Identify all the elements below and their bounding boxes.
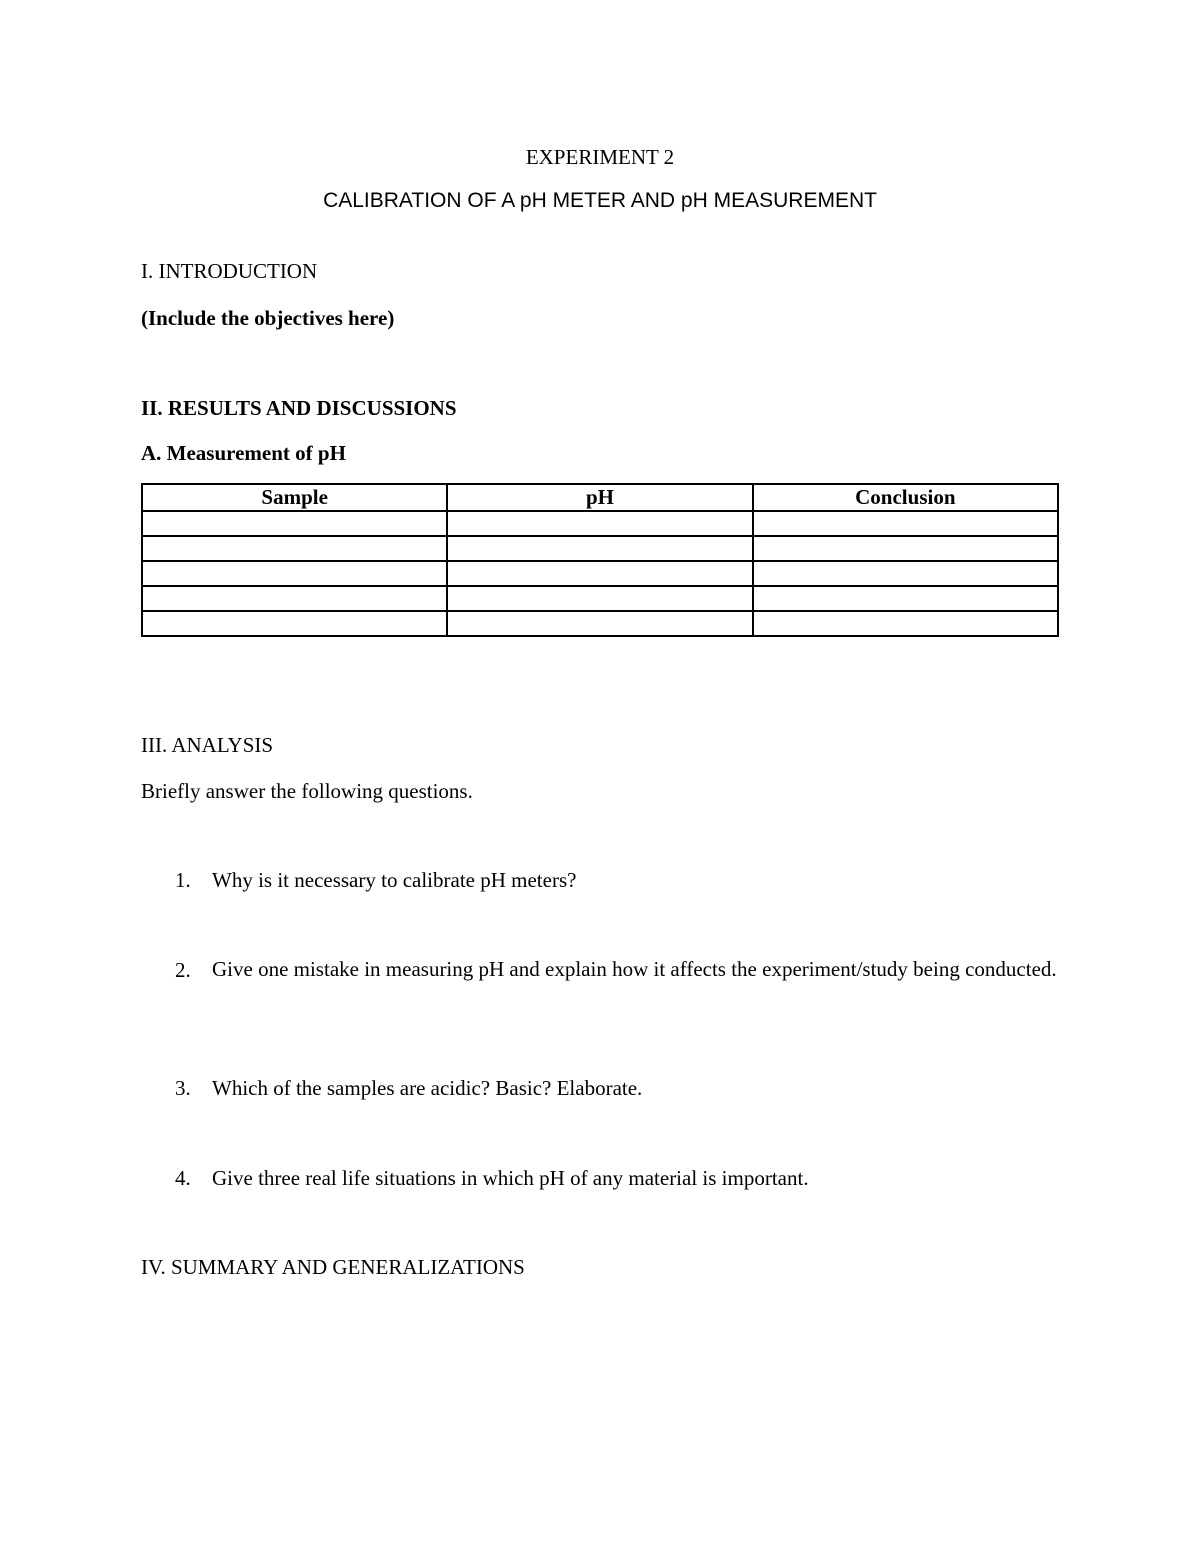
- introduction-note: (Include the objectives here): [141, 306, 395, 330]
- table-row: [142, 611, 1058, 636]
- results-heading: II. RESULTS AND DISCUSSIONS: [141, 396, 457, 420]
- table-cell[interactable]: [142, 536, 447, 561]
- table-header-row: [142, 484, 1058, 511]
- summary-heading: IV. SUMMARY AND GENERALIZATIONS: [141, 1255, 525, 1279]
- table-cell[interactable]: [753, 586, 1058, 611]
- question-text: Give three real life situations in which pH of any material is important.: [212, 1166, 809, 1190]
- analysis-instructions: Briefly answer the following questions.: [141, 779, 473, 803]
- table-cell[interactable]: [753, 561, 1058, 586]
- table-cell[interactable]: [753, 511, 1058, 536]
- question-number: 1.: [175, 868, 191, 892]
- table-row: [142, 511, 1058, 536]
- question-number: 4.: [175, 1166, 191, 1190]
- table-cell[interactable]: [447, 561, 752, 586]
- table-row: [142, 586, 1058, 611]
- table-cell[interactable]: [142, 586, 447, 611]
- experiment-number: EXPERIMENT 2: [525, 145, 675, 169]
- measurement-subheading: A. Measurement of pH: [141, 441, 346, 465]
- analysis-heading: III. ANALYSIS: [141, 733, 274, 757]
- column-header-ph: pH: [447, 484, 752, 511]
- table-cell[interactable]: [142, 611, 447, 636]
- table-row: [142, 561, 1058, 586]
- table-cell[interactable]: [753, 536, 1058, 561]
- ph-measurement-table: [141, 483, 1059, 637]
- table-cell[interactable]: [447, 511, 752, 536]
- question-text: Why is it necessary to calibrate pH meters?: [212, 868, 577, 892]
- question-number: 2.: [175, 958, 191, 982]
- table-cell[interactable]: [447, 611, 752, 636]
- question-number: 3.: [175, 1076, 191, 1100]
- table-cell[interactable]: [142, 561, 447, 586]
- page-title: CALIBRATION OF A pH METER AND pH MEASUREMENT: [323, 189, 877, 212]
- question-text: Which of the samples are acidic? Basic? Elaborate.: [212, 1076, 643, 1100]
- table-cell[interactable]: [447, 536, 752, 561]
- table-cell[interactable]: [753, 611, 1058, 636]
- column-header-conclusion: Conclusion: [753, 484, 1058, 511]
- table-cell[interactable]: [447, 586, 752, 611]
- question-text: Give one mistake in measuring pH and explain how it affects the experiment/study being conducted.: [212, 957, 1057, 981]
- table-cell[interactable]: [142, 511, 447, 536]
- column-header-sample: Sample: [142, 484, 447, 511]
- table-row: [142, 536, 1058, 561]
- introduction-heading: I. INTRODUCTION: [141, 259, 318, 283]
